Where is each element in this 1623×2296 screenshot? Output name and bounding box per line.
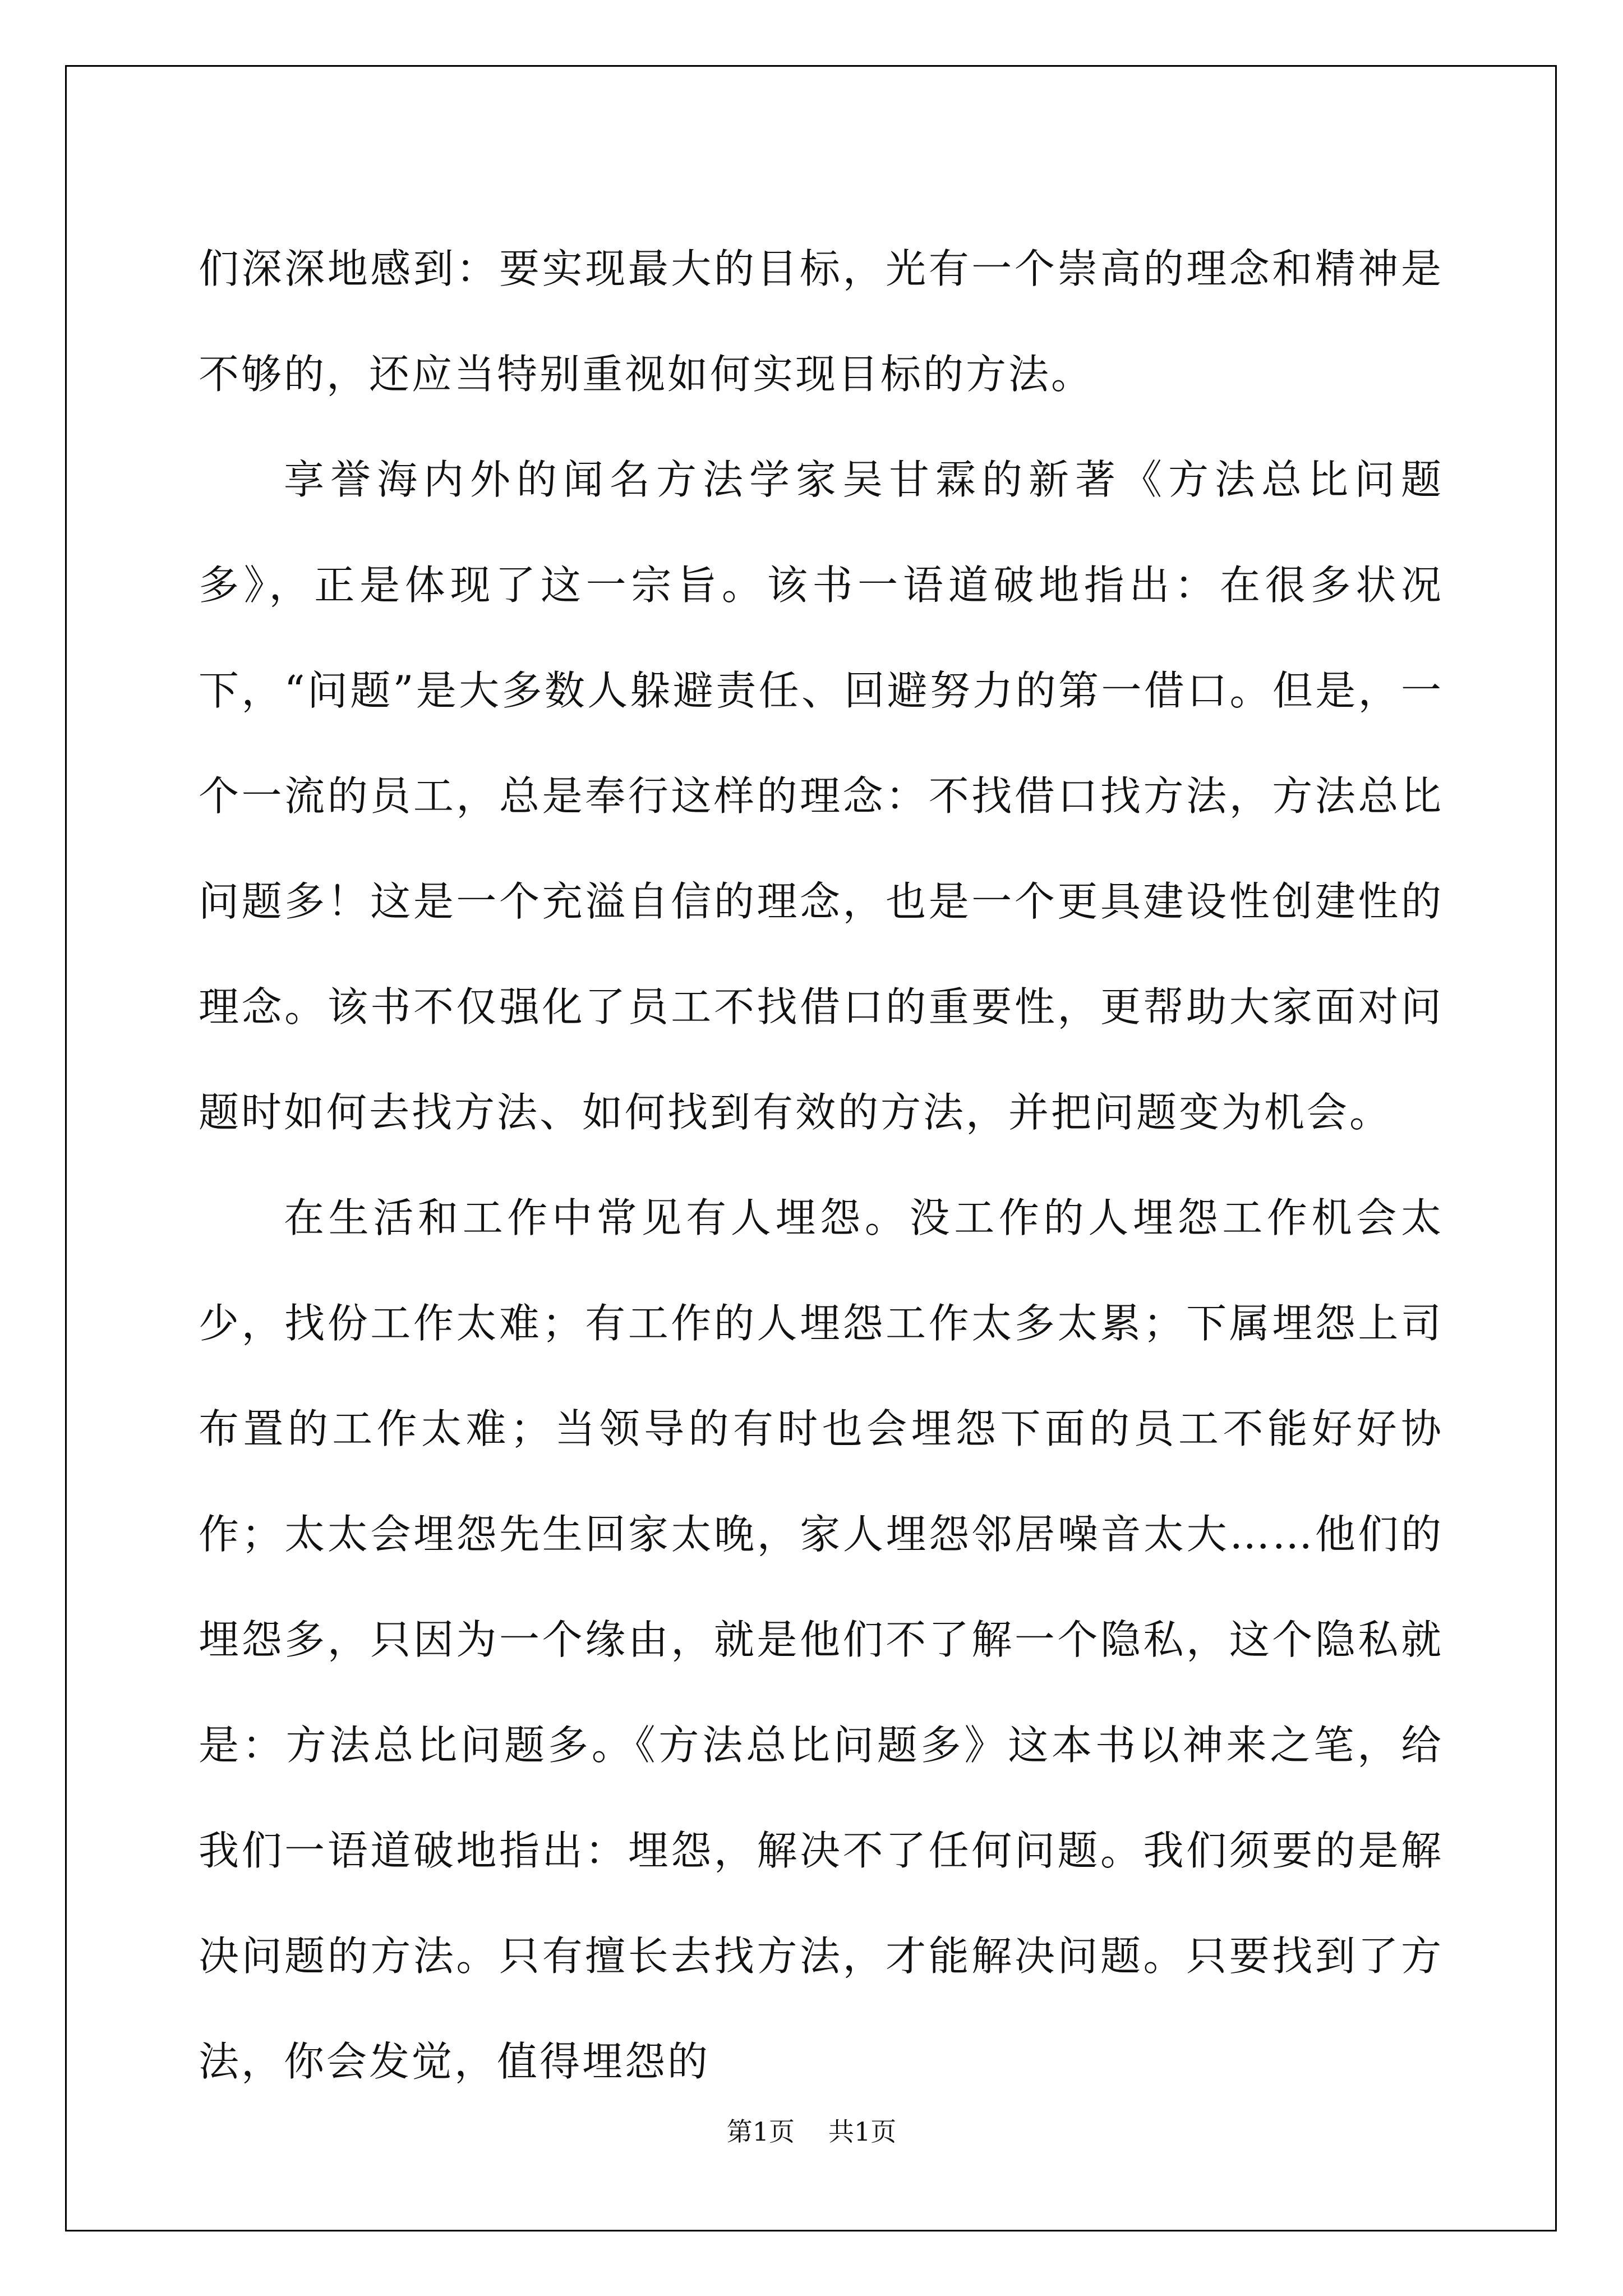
document-body — [199, 216, 1444, 2114]
page-footer — [0, 2115, 1623, 2148]
page-total: 共1页 — [828, 2116, 897, 2147]
paragraph-2: 享誉海内外的闻名方法学家吴甘霖的新著《方法总比问题多》，正是体现了这一宗旨。该书一语道破地指出：在很多状况下，“问题”是大多数人躲避责任、回避努力的第一借口。但是，一个一流的员工，总是奉行这样的理念：不找借口找方法，方法总比问题多！这是一个充溢自信的理念，也是一个更具建设性创建性的理念。该书不仅强化了员工不找借口的重要性，更帮助大家面对问题时如何去找方法、如何找到有效的方法，并把问题变为机会。 — [199, 456, 1444, 1136]
page-number: 第1页 — [726, 2116, 795, 2147]
paragraph-1: 们深深地感到：要实现最大的目标，光有一个崇高的理念和精神是不够的，还应当特别重视如何实现目标的方法。 — [199, 245, 1444, 398]
paragraph-3: 在生活和工作中常见有人埋怨。没工作的人埋怨工作机会太少，找份工作太难；有工作的人埋怨工作太多太累；下属埋怨上司布置的工作太难；当领导的有时也会埋怨下面的员工不能好好协作；太太会埋怨先生回家太晚，家人埋怨邻居噪音太大……他们的埋怨多，只因为一个缘由，就是他们不了解一个隐私，这个隐私就是：方法总比问题多。《方法总比问题多》这本书以神来之笔，给我们一语道破地指出：埋怨，解决不了任何问题。我们须要的是解决问题的方法。只有擅长去找方法，才能解决问题。只要找到了方法，你会发觉，值得埋怨的 — [199, 1194, 1444, 2085]
